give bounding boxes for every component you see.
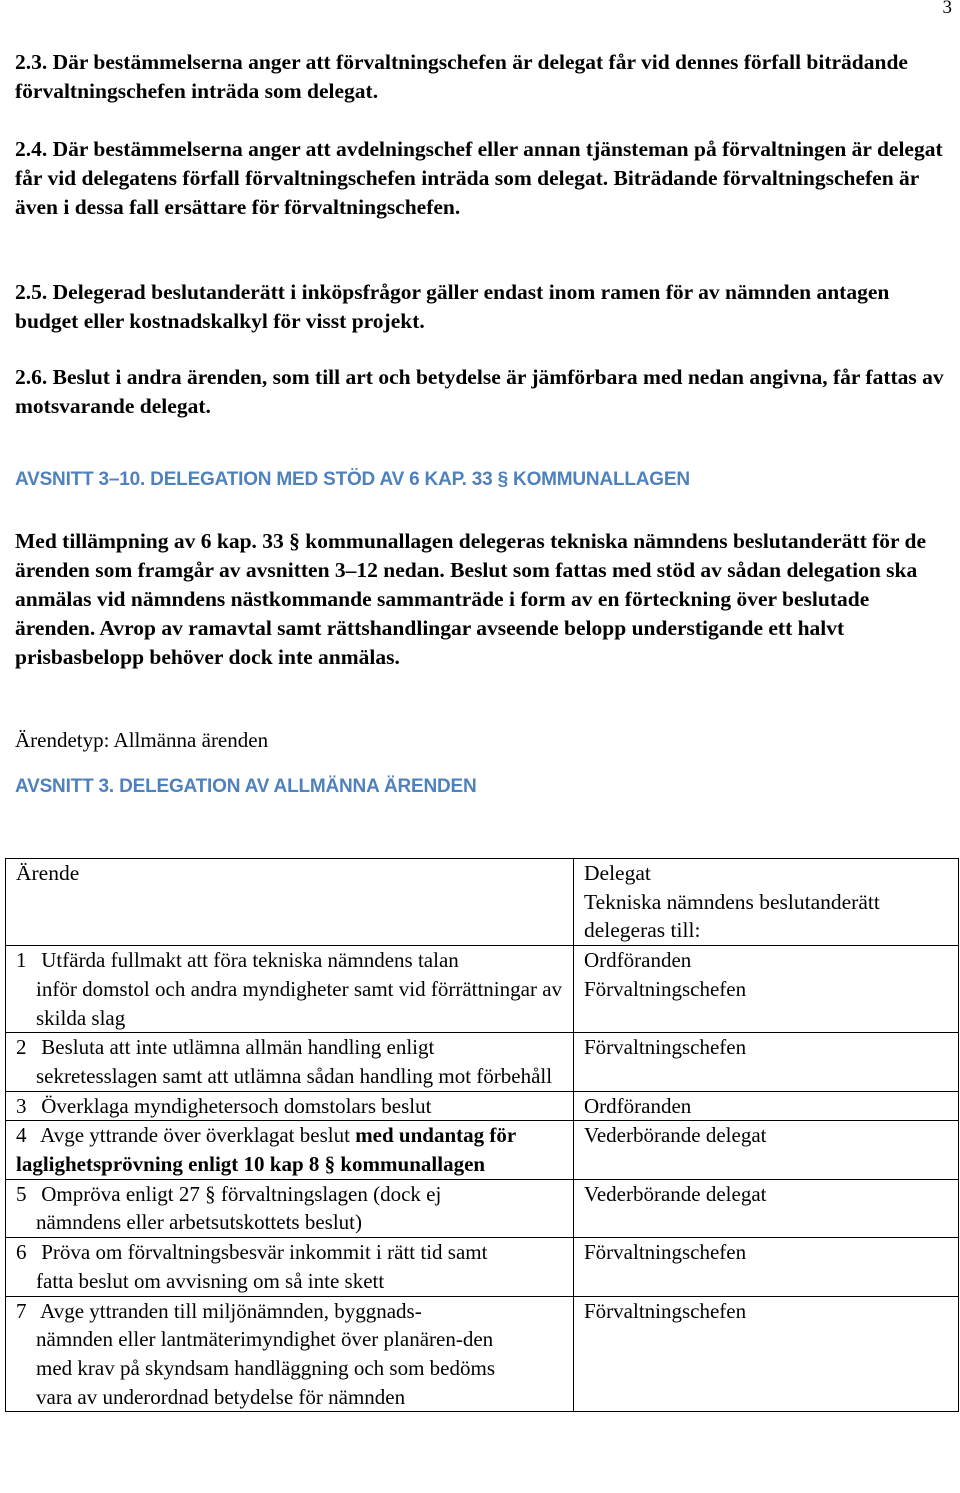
arende-text: Utfärda fullmakt att föra tekniska nämndens talan <box>41 948 459 973</box>
header-arende-label: Ärende <box>16 861 80 885</box>
delegat-cell <box>574 1121 959 1179</box>
row-number: 7 <box>16 1298 27 1323</box>
arende-cell <box>6 1238 574 1296</box>
delegat-cell <box>574 1238 959 1296</box>
table-row <box>6 1091 959 1121</box>
paragraph-2-6: 2.6. Beslut i andra ärenden, som till art och betydelse är jämförbara med nedan angivna, får fattas av motsvarande delegat. <box>15 365 944 418</box>
arende-text-continued: sekretesslagen samt att utlämna sådan handling mot förbehåll <box>36 1063 553 1088</box>
page-number: 3 <box>942 0 952 18</box>
arende-text: Avge yttrande över överklagat beslut <box>40 1123 350 1148</box>
delegat-cell <box>574 946 959 1033</box>
delegat-text: Ordföranden <box>584 948 692 973</box>
arende-cell <box>6 1091 574 1121</box>
arende-cell <box>6 1296 574 1412</box>
table-row <box>6 1296 959 1412</box>
arende-text: Besluta att inte utlämna allmän handling enligt <box>41 1035 435 1060</box>
arende-text-continued: nämnden eller lantmäterimyndighet över planären-den med krav på skyndsam handläggning och som bedöms vara av underordnad betydelse för nämnden <box>36 1327 496 1409</box>
row-number: 5 <box>16 1181 27 1206</box>
table-row <box>6 1179 959 1237</box>
header-delegat-subtitle: Tekniska nämndens beslutanderätt delegeras till: <box>584 889 880 943</box>
arende-text: Pröva om förvaltningsbesvär inkommit i rätt tid samt <box>41 1240 488 1265</box>
arende-text-continued: inför domstol och andra myndigheter samt vid förrättningar av skilda slag <box>36 976 563 1030</box>
section-heading-avsnitt-3: AVSNITT 3. DELEGATION AV ALLMÄNNA ÄRENDEN <box>15 776 477 797</box>
header-delegat-title: Delegat <box>584 861 651 885</box>
delegat-text: Förvaltningschefen <box>584 1240 747 1265</box>
arende-cell <box>6 946 574 1033</box>
arende-text: Ompröva enligt 27 § förvaltningslagen (dock ej <box>41 1181 442 1206</box>
arende-text-continued: fatta beslut om avvisning om så inte skett <box>36 1268 385 1293</box>
section-heading-avsnitt-3-10: AVSNITT 3–10. DELEGATION MED STÖD AV 6 KAP. 33 § KOMMUNALLAGEN <box>15 469 690 490</box>
delegat-cell <box>574 1179 959 1237</box>
delegat-cell <box>574 1296 959 1412</box>
arende-text-continued: nämndens eller arbetsutskottets beslut) <box>36 1210 363 1235</box>
paragraph-2-3: 2.3. Där bestämmelserna anger att förvaltningschefen är delegat får vid dennes förfall biträdande förvaltningschefen inträda som delegat. <box>15 50 908 103</box>
arende-cell <box>6 1033 574 1091</box>
delegat-text: Förvaltningschefen <box>584 1035 747 1060</box>
delegat-text: Förvaltningschefen <box>584 1298 747 1323</box>
arende-text: Avge yttranden till miljönämnden, byggnads- <box>40 1298 422 1323</box>
delegat-text-2: Förvaltningschefen <box>584 976 747 1001</box>
table-header-row <box>6 859 959 946</box>
arende-text: Överklaga myndighetersoch domstolars beslut <box>41 1093 432 1118</box>
row-number: 2 <box>16 1035 27 1060</box>
delegat-text: Vederbörande delegat <box>584 1123 767 1148</box>
row-number: 4 <box>16 1123 27 1148</box>
table-row <box>6 1238 959 1296</box>
delegat-text: Ordföranden <box>584 1093 692 1118</box>
table-row <box>6 946 959 1033</box>
delegat-cell <box>574 1091 959 1121</box>
arende-cell <box>6 1179 574 1237</box>
delegation-table <box>5 858 959 1412</box>
arende-text-emphasis: med undantag för laglighetsprövning enligt 10 kap 8 § kommunallagen <box>16 1123 516 1177</box>
paragraph-2-4: 2.4. Där bestämmelserna anger att avdelningschef eller annan tjänsteman på förvaltningen är delegat får vid delegatens förfall förvaltningschefen inträda som delegat. Biträdande förvaltningschefen är även i dessa fall ersättare för förvaltningschefen. <box>15 137 943 219</box>
paragraph-2-5: 2.5. Delegerad beslutanderätt i inköpsfrågor gäller endast inom ramen för av nämnden antagen budget eller kostnadskalkyl för visst projekt. <box>15 280 890 333</box>
arendetyp-label: Ärendetyp: Allmänna ärenden <box>15 728 269 752</box>
row-number: 6 <box>16 1240 27 1265</box>
delegat-text: Vederbörande delegat <box>584 1181 767 1206</box>
table-row <box>6 1121 959 1179</box>
table-row <box>6 1033 959 1091</box>
kommunallagen-paragraph: Med tillämpning av 6 kap. 33 § kommunallagen delegeras tekniska nämndens beslutanderätt för de ärenden som framgår av avsnitten 3–12 nedan. Beslut som fattas med stöd av sådan delegation ska anmälas vid nämndens nästkommande sammanträde i form av en förteckning över beslutade ärenden. Avrop av ramavtal samt rättshandlingar avseende belopp understigande ett halvt prisbasbelopp behöver dock inte anmälas. <box>15 529 927 669</box>
row-number: 1 <box>16 948 27 973</box>
delegat-cell <box>574 1033 959 1091</box>
header-delegat <box>574 859 959 946</box>
row-number: 3 <box>16 1093 27 1118</box>
header-arende <box>6 859 574 946</box>
arende-cell <box>6 1121 574 1179</box>
